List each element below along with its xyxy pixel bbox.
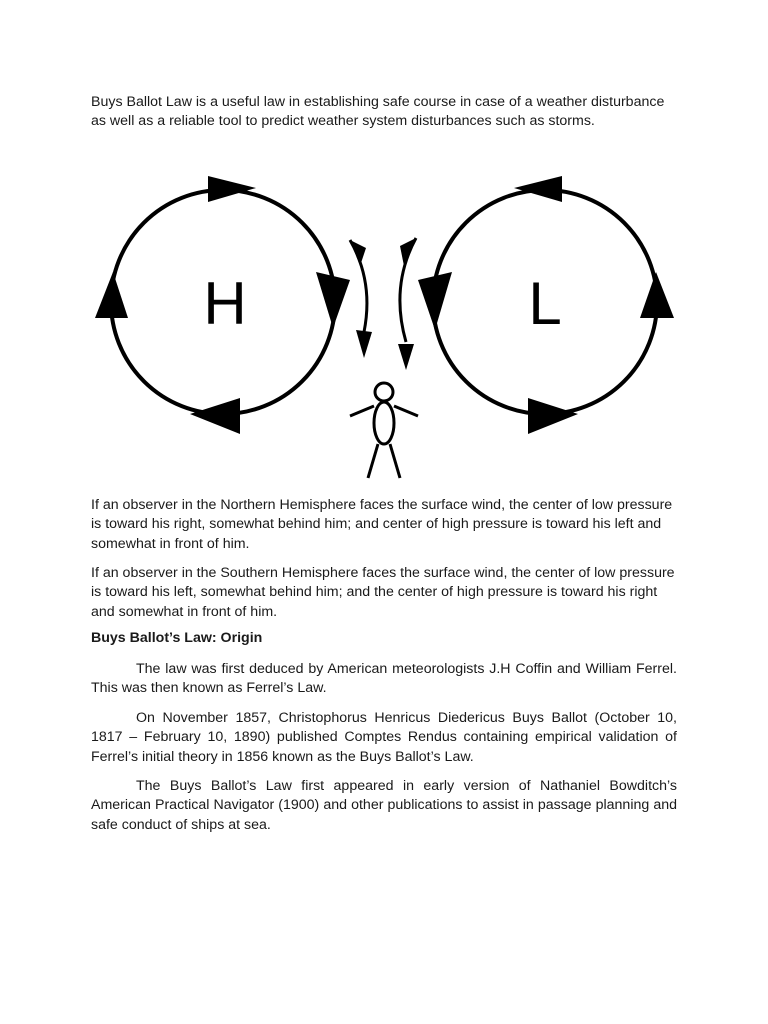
- origin-paragraph: The Buys Ballot’s Law first appeared in early version of Nathaniel Bowditch’s American Practical Navigator (1900) and other publications to assist in passage planning and safe conduct of ships at sea.: [91, 778, 677, 833]
- wind-arrow-left-head: [356, 330, 372, 358]
- observer-left-arm: [350, 406, 374, 416]
- observer-left-leg: [368, 444, 378, 478]
- northern-hemisphere-paragraph: If an observer in the Northern Hemisphere faces the surface wind, the center of low pressure is toward his right, somewhat behind him; and center of high pressure is toward his left and somewhat in front of him.: [91, 497, 673, 552]
- low-arrow-top: [514, 176, 562, 202]
- southern-hemisphere-paragraph: If an observer in the Southern Hemisphere faces the surface wind, the center of low pressure is toward his left, somewhat behind him; and the center of high pressure is toward his right and somewhat in front of him.: [91, 565, 675, 620]
- high-pressure-system: [95, 176, 350, 434]
- observer-figure: [350, 383, 418, 478]
- wind-arrow-left-tail: [350, 240, 366, 266]
- origin-heading: Buys Ballot’s Law: Origin: [91, 630, 263, 646]
- high-arrow-left: [95, 272, 128, 318]
- wind-arrow-right-head: [398, 344, 414, 370]
- high-arrow-bottom: [190, 398, 240, 434]
- low-pressure-system: [418, 176, 674, 434]
- origin-paragraph: The law was first deduced by American meteorologists J.H Coffin and William Ferrel. This was then known as Ferrel’s Law.: [91, 661, 677, 697]
- buys-ballot-diagram: [88, 162, 680, 482]
- low-pressure-label: L: [528, 270, 562, 337]
- low-arrow-left: [418, 272, 452, 330]
- observer-head: [375, 383, 393, 401]
- high-arrow-right: [316, 272, 350, 328]
- observer-right-arm: [394, 406, 418, 416]
- origin-paragraph: On November 1857, Christophorus Henricus Diedericus Buys Ballot (October 10, 1817 – February 10, 1890) published Comptes Rendus containing empirical validation of Ferrel’s initial theory in 1856 known as the Buys Ballot’s Law.: [91, 710, 677, 765]
- observer-body: [374, 402, 394, 444]
- observer-right-leg: [390, 444, 400, 478]
- intro-paragraph: Buys Ballot Law is a useful law in establishing safe course in case of a weather disturbance as well as a reliable tool to predict weather system disturbances such as storms.: [91, 94, 665, 130]
- high-arrow-top: [208, 176, 256, 202]
- wind-arrow-right-tail: [400, 238, 416, 266]
- high-pressure-label: H: [203, 270, 247, 337]
- low-arrow-bottom: [528, 398, 578, 434]
- surface-wind-arrows: [350, 238, 416, 370]
- low-arrow-right: [640, 272, 674, 318]
